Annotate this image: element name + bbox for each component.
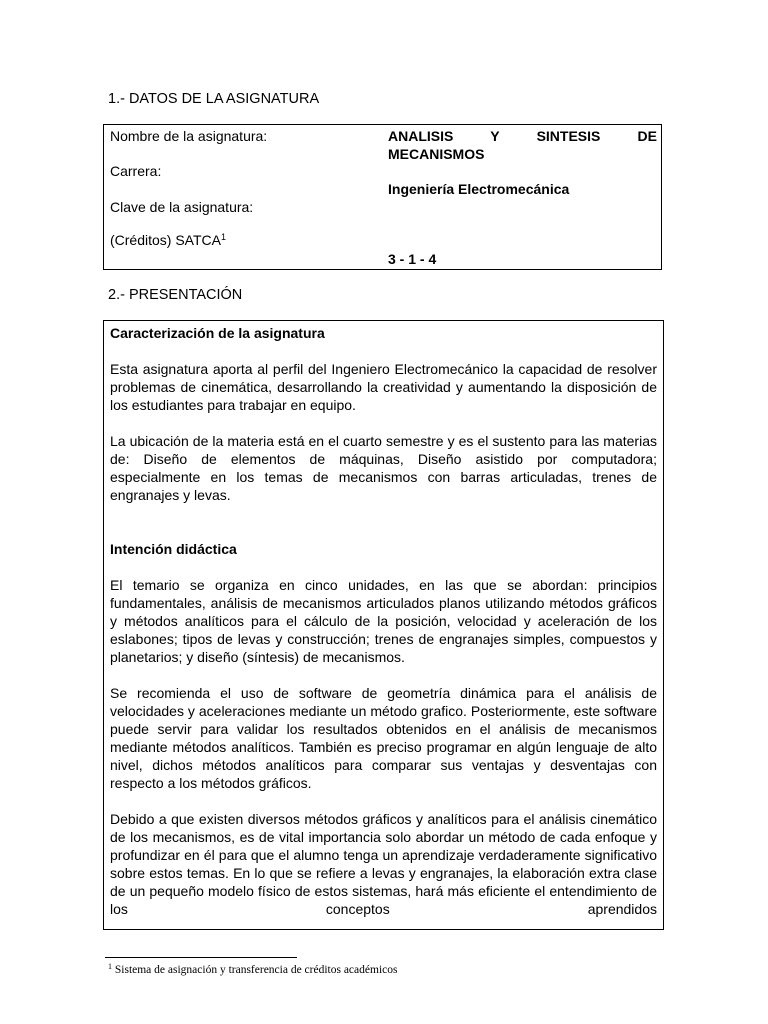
course-key-label: Clave de la asignatura: bbox=[110, 199, 254, 215]
credits-label-text: (Créditos) SATCA bbox=[110, 232, 221, 248]
credits-label bbox=[110, 232, 226, 248]
course-data-table bbox=[103, 124, 662, 270]
didactic-paragraph-2: Se recomienda el uso de software de geometría dinámica para el análisis de velocidades y aceleraciones mediante un método grafico. Posteriormente, este software puede servir para validar los resultados obtenidos en el análisis de mecanismos mediante métodos analíticos. También es preciso programar en algún lenguaje de alto nivel, dichos métodos analíticos para comparar sus ventajas y desventajas con respecto a los métodos gráficos. bbox=[110, 685, 657, 791]
credits-value: 3 - 1 - 4 bbox=[388, 251, 437, 267]
footnote-separator bbox=[105, 957, 297, 958]
course-name-word: ANALISIS bbox=[388, 128, 454, 144]
course-name-line1 bbox=[388, 128, 657, 146]
course-name-label: Nombre de la asignatura: bbox=[110, 128, 268, 144]
section-2-title: 2.- PRESENTACIÓN bbox=[108, 287, 243, 303]
footnote-text: Sistema de asignación y transferencia de créditos académicos bbox=[114, 964, 398, 976]
course-name-word: SINTESIS bbox=[536, 128, 601, 144]
footnote bbox=[108, 964, 397, 976]
characterization-heading: Caracterización de la asignatura bbox=[110, 325, 325, 341]
didactic-paragraph-1: El temario se organiza en cinco unidades, en las que se abordan: principios fundamentales, análisis de mecanismos articulados planos utilizando métodos gráficos y métodos analíticos para el cálculo de la posición, velocidad y aceleración de los eslabones; tipos de levas y construcción; trenes de engranajes simples, compuestos y planetarios; y diseño (síntesis) de mecanismos. bbox=[110, 577, 657, 665]
course-name-word: Y bbox=[490, 128, 500, 144]
presentation-box bbox=[103, 320, 664, 930]
course-name-line2: MECANISMOS bbox=[388, 145, 485, 162]
career-label: Carrera: bbox=[110, 163, 162, 179]
footnote-number: 1 bbox=[108, 962, 112, 971]
characterization-paragraph-2: La ubicación de la materia está en el cuarto semestre y es el sustento para las materias de: Diseño de elementos de máquinas, Diseño asistido por computadora; especialmente en los temas de mecanismos con barras articuladas, trenes de engranajes y levas. bbox=[110, 433, 657, 503]
course-name-value bbox=[388, 128, 657, 163]
section-1-title: 1.- DATOS DE LA ASIGNATURA bbox=[108, 91, 320, 107]
characterization-paragraph-1: Esta asignatura aporta al perfil del Ingeniero Electromecánico la capacidad de resolver problemas de cinemática, desarrollando la creatividad y aumentando la disposición de los estudiantes para trabajar en equipo. bbox=[110, 361, 657, 413]
didactic-paragraph-3: Debido a que existen diversos métodos gráficos y analíticos para el análisis cinemático de los mecanismos, es de vital importancia solo abordar un método de cada enfoque y profundizar en él para que el alumno tenga un aprendizaje verdaderamente significativo sobre estos temas. En lo que se refiere a levas y engranajes, la elaboración extra clase de un pequeño modelo físico de estos sistemas, hará más eficiente el entendimiento de los conceptos aprendidos bbox=[110, 811, 657, 917]
career-value: Ingeniería Electromecánica bbox=[388, 181, 570, 197]
didactic-intention-heading: Intención didáctica bbox=[110, 541, 237, 557]
footnote-ref: 1 bbox=[220, 232, 226, 242]
course-name-word: DE bbox=[637, 128, 657, 144]
